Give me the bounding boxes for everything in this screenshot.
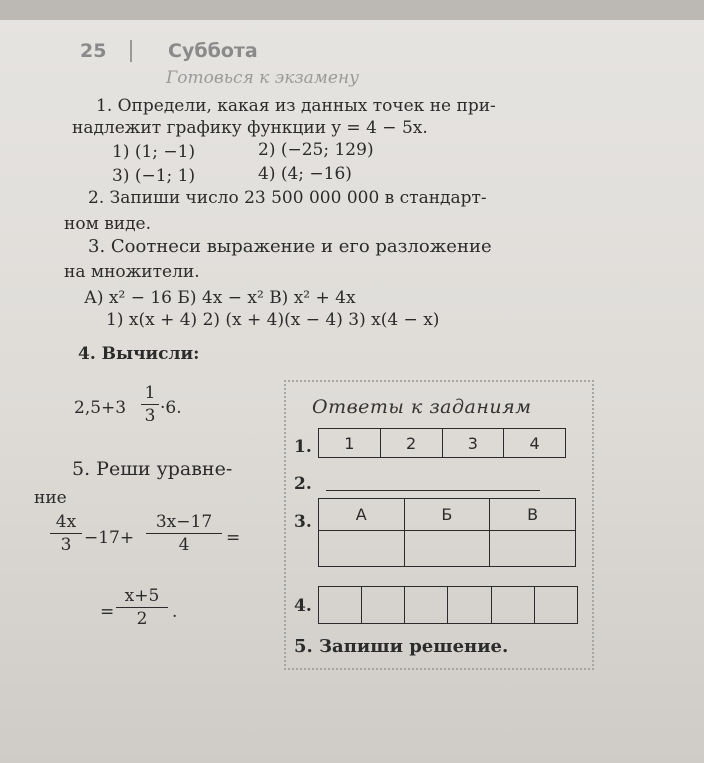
answer-input-3-c[interactable]	[490, 531, 576, 567]
task3-factorings: 1) x(x + 4) 2) (x + 4)(x − 4) 3) x(4 − x)	[106, 310, 440, 330]
task5-equals-2: =	[100, 602, 115, 622]
task1-line2: надлежит графику функции y = 4 − 5x.	[72, 118, 428, 138]
answer-row4-label: 4.	[294, 596, 312, 616]
answer-row1-label: 1.	[294, 437, 312, 457]
task5-equals: =	[226, 528, 241, 548]
answer-row2-label: 2.	[294, 474, 312, 494]
answer-cell-1-3[interactable]: 3	[442, 429, 504, 458]
task5-fraction-1	[50, 512, 82, 555]
task5-mid: −17+	[84, 528, 135, 548]
task5-line2: ние	[34, 488, 67, 508]
task5-f2-den: 4	[178, 535, 190, 555]
fraction-bar	[116, 607, 168, 608]
task4-suffix: ·6.	[160, 398, 182, 418]
task3-line2: на множители.	[64, 262, 200, 282]
day-title: Суббота	[168, 40, 258, 62]
task5-f2-num: 3x−17	[155, 512, 213, 532]
answer-table-4	[318, 586, 578, 624]
task3-expressions: А) x² − 16 Б) 4x − x² В) x² + 4x	[84, 288, 356, 308]
task5-fraction-3	[116, 586, 168, 629]
task3-line1: 3. Соотнеси выражение и его разложение	[88, 236, 492, 257]
answer-cell-1-2[interactable]: 2	[380, 429, 442, 458]
task4-fraction	[141, 383, 159, 426]
task5-f3-den: 2	[136, 609, 148, 629]
task1-line1: 1. Определи, какая из данных точек не при-	[96, 96, 496, 116]
task1-option-4: 4) (4; −16)	[258, 164, 352, 184]
page-subtitle: Готовься к экзамену	[166, 68, 360, 88]
answer-cell-4-4[interactable]	[448, 587, 491, 624]
task1-option-2: 2) (−25; 129)	[258, 140, 374, 160]
answer-cell-4-1[interactable]	[319, 587, 362, 624]
answer-cell-4-2[interactable]	[362, 587, 405, 624]
fraction-bar	[146, 533, 222, 534]
task5-f1-den: 3	[60, 535, 72, 555]
answer-row5-label: 5. Запиши решение.	[294, 636, 509, 657]
task4-title: 4. Вычисли:	[78, 344, 200, 364]
task2-line1: 2. Запиши число 23 500 000 000 в стандарт-	[88, 188, 487, 208]
header-divider	[130, 40, 132, 62]
task5-f3-num: x+5	[124, 586, 160, 606]
answer-row3-label: 3.	[294, 512, 312, 532]
task5-fraction-2	[146, 512, 222, 555]
answer-cell-1-1[interactable]: 1	[319, 429, 381, 458]
answer-cell-3-a: А	[319, 499, 405, 531]
fraction-bar	[50, 533, 82, 534]
task4-frac-den: 3	[144, 406, 156, 426]
answer-row2-line[interactable]	[326, 490, 540, 491]
answer-table-3	[318, 498, 576, 567]
task4-frac-num: 1	[144, 383, 156, 403]
answer-cell-4-3[interactable]	[405, 587, 448, 624]
task5-f1-num: 4x	[55, 512, 77, 532]
answer-input-3-b[interactable]	[404, 531, 490, 567]
answer-cell-3-b: Б	[404, 499, 490, 531]
task1-option-3: 3) (−1; 1)	[112, 166, 196, 186]
answers-title: Ответы к заданиям	[312, 396, 532, 418]
answer-cell-4-6[interactable]	[534, 587, 577, 624]
page-top-edge	[0, 0, 704, 20]
task5-end: .	[172, 602, 178, 622]
answer-input-3-a[interactable]	[319, 531, 405, 567]
page-number: 25	[80, 40, 107, 62]
answer-cell-1-4[interactable]: 4	[504, 429, 566, 458]
task4-prefix: 2,5+3	[74, 398, 127, 418]
task2-line2: ном виде.	[64, 214, 152, 234]
answer-cell-4-5[interactable]	[491, 587, 534, 624]
task1-option-1: 1) (1; −1)	[112, 142, 196, 162]
fraction-bar	[141, 404, 159, 405]
answer-cell-3-c: В	[490, 499, 576, 531]
answer-table-1	[318, 428, 566, 458]
task5-line1: 5. Реши уравне-	[72, 458, 233, 480]
